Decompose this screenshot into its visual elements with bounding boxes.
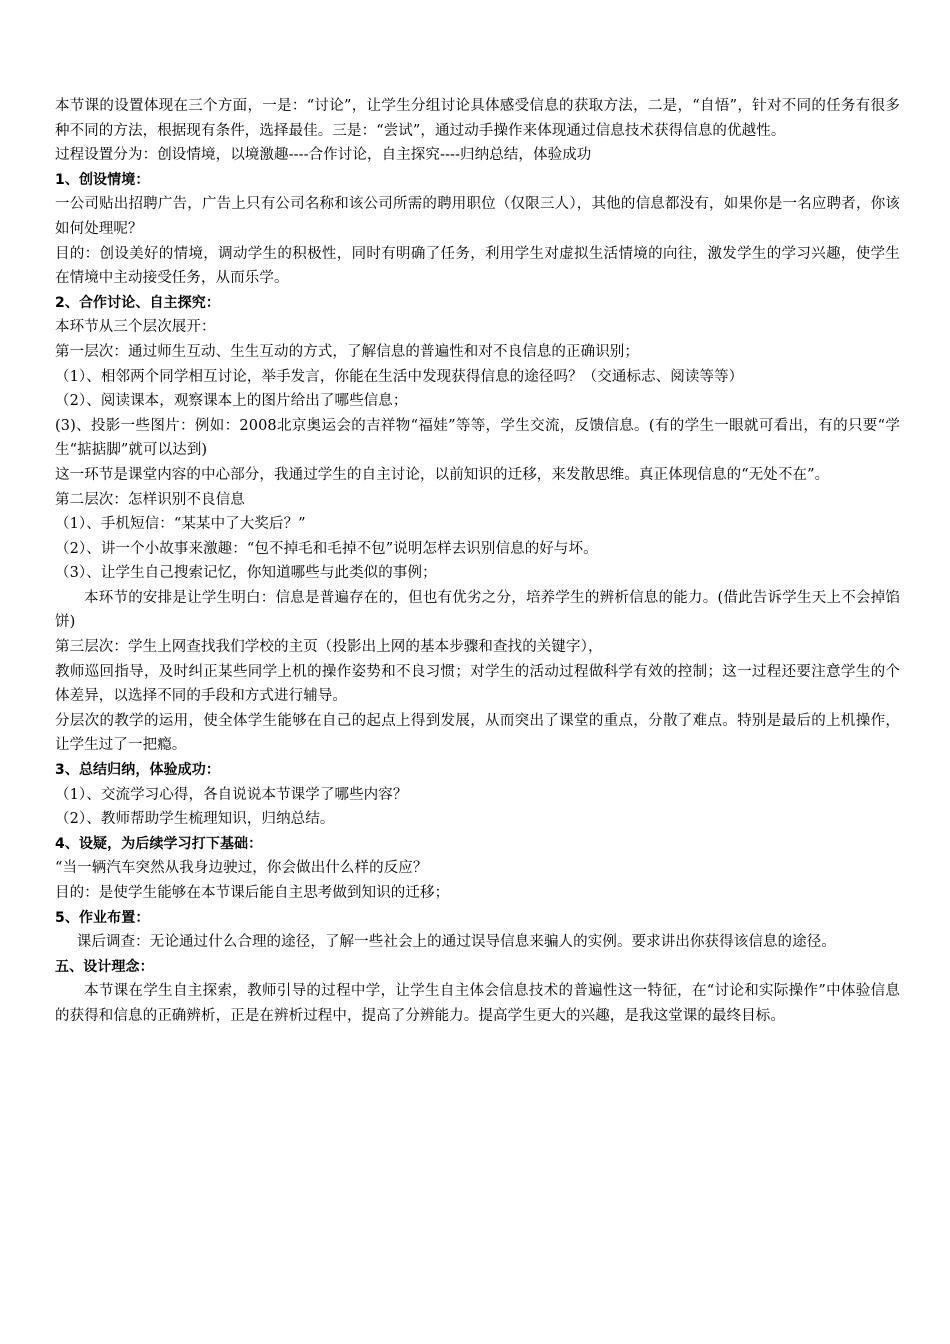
paragraph: 第二层次：怎样识别不良信息 [55, 491, 245, 508]
paragraph: （2）、教师帮助学生梳理知识，归纳总结。 [55, 811, 335, 828]
section-heading: 2、合作讨论、自主探究： [55, 294, 220, 311]
section-heading: 1、创设情境： [55, 171, 150, 188]
paragraph: 第一层次：通过师生互动、生生互动的方式，了解信息的普遍性和对不良信息的正确识别； [55, 343, 639, 360]
paragraph: （3）、让学生自己搜索记忆，你知道哪些与此类似的事例； [55, 565, 437, 582]
paragraph: （2）、阅读课本，观察课本上的图片给出了哪些信息； [55, 393, 408, 410]
document-body [55, 94, 900, 1029]
paragraph: 本节课在学生自主探索，教师引导的过程中学，让学生自主体会信息技术的普遍性这一特征，在“讨论和实际操作”中体验信息的获得和信息的正确辨析，正是在辨析过程中，提高了分辨能力。提高学生更大的兴趣，是我这堂课的最终目标。 [55, 983, 900, 1024]
paragraph: 本环节从三个层次展开： [55, 319, 216, 336]
paragraph: （1）、交流学习心得，各自说说本节课学了哪些内容？ [55, 786, 408, 803]
paragraph: 分层次的教学的运用，使全体学生能够在自己的起点上得到发展，从而突出了课堂的重点，分散了难点。特别是最后的上机操作，让学生过了一把瘾。 [55, 712, 900, 754]
paragraph: 课后调查：无论通过什么合理的途径，了解一些社会上的通过误导信息来骗人的实例。要求讲出你获得该信息的途径。 [76, 934, 836, 951]
paragraph: 过程设置分为：创设情境，以境激趣----合作讨论，自主探究----归纳总结，体验成功 [55, 147, 592, 164]
section-heading: 4、设疑，为后续学习打下基础： [55, 835, 263, 852]
paragraph: 教师巡回指导，及时纠正某些同学上机的操作姿势和不良习惯；对学生的活动过程做科学有效的控制；这一过程还要注意学生的个体差异，以选择不同的手段和方式进行辅导。 [55, 663, 900, 705]
paragraph: （2）、讲一个小故事来激趣：“包不掉毛和毛掉不包”说明怎样去识别信息的好与坏。 [55, 540, 598, 557]
section-heading: 五、设计理念： [55, 958, 154, 975]
paragraph: 目的：创设美好的情境，调动学生的积极性，同时有明确了任务，利用学生对虚拟生活情境的向往，激发学生的学习兴趣，使学生在情境中主动接受任务，从而乐学。 [55, 245, 900, 287]
paragraph: 一公司贴出招聘广告，广告上只有公司名称和该公司所需的聘用职位（仅限三人），其他的信息都没有，如果你是一名应聘者，你该如何处理呢？ [55, 196, 900, 237]
paragraph: “当一辆汽车突然从我身边驶过，你会做出什么样的反应？ [55, 860, 428, 877]
section-heading: 5、作业布置： [55, 909, 150, 926]
paragraph: 第三层次：学生上网查找我们学校的主页（投影出上网的基本步骤和查找的关键字）， [55, 639, 603, 656]
paragraph: 这一环节是课堂内容的中心部分，我通过学生的自主讨论，以前知识的迁移，来发散思维。真正体现信息的“无处不在”。 [55, 466, 830, 483]
paragraph: 本节课的设置体现在三个方面，一是：“讨论”，让学生分组讨论具体感受信息的获取方法，二是，“自悟”，针对不同的任务有很多种不同的方法，根据现有条件，选择最佳。三是：“尝试”，通过动手操作来体现通过信息技术获得信息的优越性。 [55, 98, 900, 139]
paragraph: (3)、投影一些图片：例如：2008北京奥运会的吉祥物“福娃”等等，学生交流，反馈信息。(有的学生一眼就可看出，有的只要“学生“掂掂脚”就可以达到) [55, 417, 900, 459]
section-heading: 3、总结归纳，体验成功： [55, 762, 220, 779]
paragraph: （1）、相邻两个同学相互讨论，举手发言，你能在生活中发现获得信息的途径吗？（交通标志、阅读等等） [55, 368, 744, 385]
paragraph: 本环节的安排是让学生明白：信息是普遍存在的，但也有优劣之分，培养学生的辨析信息的能力。(借此告诉学生天上不会掉馅饼) [55, 589, 900, 631]
paragraph: 目的：是使学生能够在本节课后能自主思考做到知识的迁移； [55, 885, 450, 901]
paragraph: （1）、手机短信：“某某中了大奖后？” [55, 516, 306, 533]
